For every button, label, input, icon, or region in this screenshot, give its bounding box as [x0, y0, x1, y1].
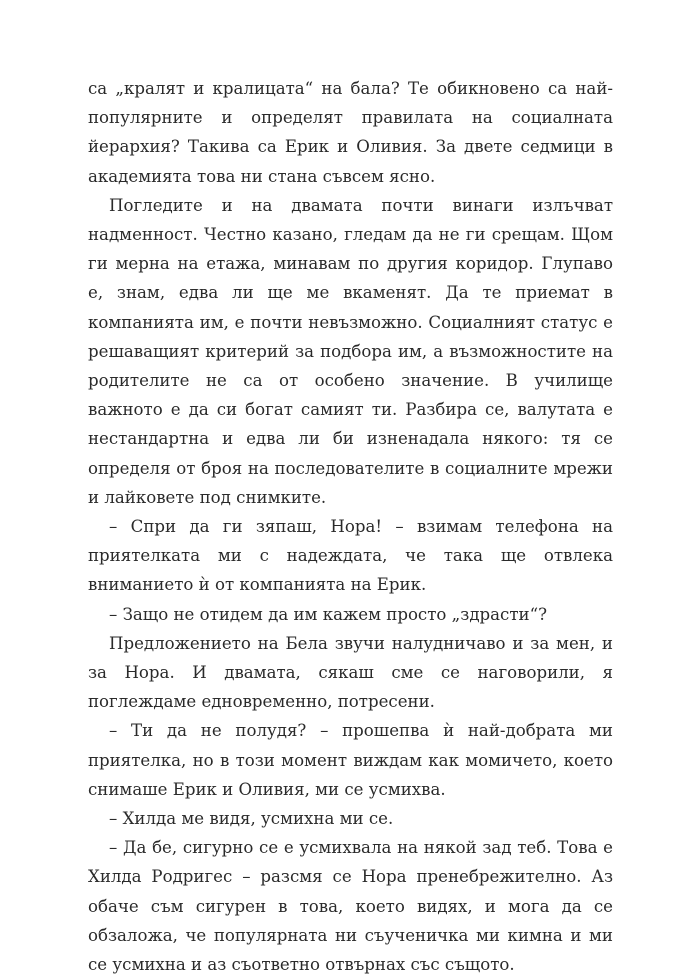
- dialogue-line: – Спри да ги зяпаш, Нора! – взимам телефона на приятелката ми с надеждата, че така ще отвлека вниманието ѝ от компанията на Ерик.: [88, 517, 613, 595]
- dialogue-line: – Защо не отидем да им кажем просто „здрасти“?: [109, 604, 547, 624]
- paragraph: Предложението на Бела звучи налудничаво и за мен, и за Нора. И двамата, сякаш сме се наговорили, я поглеждаме едновременно, потресени.: [88, 633, 613, 712]
- dialogue-line: – Ти да не полудя? – прошепва ѝ най-добрата ми приятелка, но в този момент виждам как момичето, което снимаше Ерик и Оливия, ми се усмихва.: [88, 721, 613, 799]
- dialogue-line: – Да бе, сигурно се е усмихвала на някой зад теб. Това е Хилда Родригес – разсмя се Нора пренебрежително. Аз обаче съм сигурен в това, което видях, и мога да се обзаложа, че популярната ни съученичка ми кимна и ми се усмихна и аз съответно отвърнах със същото.: [88, 838, 613, 975]
- dialogue-line: – Хилда ме видя, усмихна ми се.: [109, 809, 394, 829]
- paragraph: са „кралят и кралицата“ на бала? Те обикновено са най-популярните и определят правилата на социалната йерархия? Такива са Ерик и Оливия. За двете седмици в академията това ни стана съвсем ясно.: [88, 79, 613, 186]
- paragraph: Погледите и на двамата почти винаги излъчват надменност. Честно казано, гледам да не ги срещам. Щом ги мерна на етажа, минавам по другия коридор. Глупаво е, знам, едва ли ще ме вкаменят. Да те приемат в компанията им, е почти невъзможно. Социалният статус е решаващият критерий за подбора им, а възможностите на родителите не са от особено значение. В училище важното е да си богат самият ти. Разбира се, валутата е нестандартна и едва ли би изненадала някого: тя се определя от броя на последователите в социалните мрежи и лайковете под снимките.: [88, 195, 613, 507]
- book-page: [88, 74, 613, 979]
